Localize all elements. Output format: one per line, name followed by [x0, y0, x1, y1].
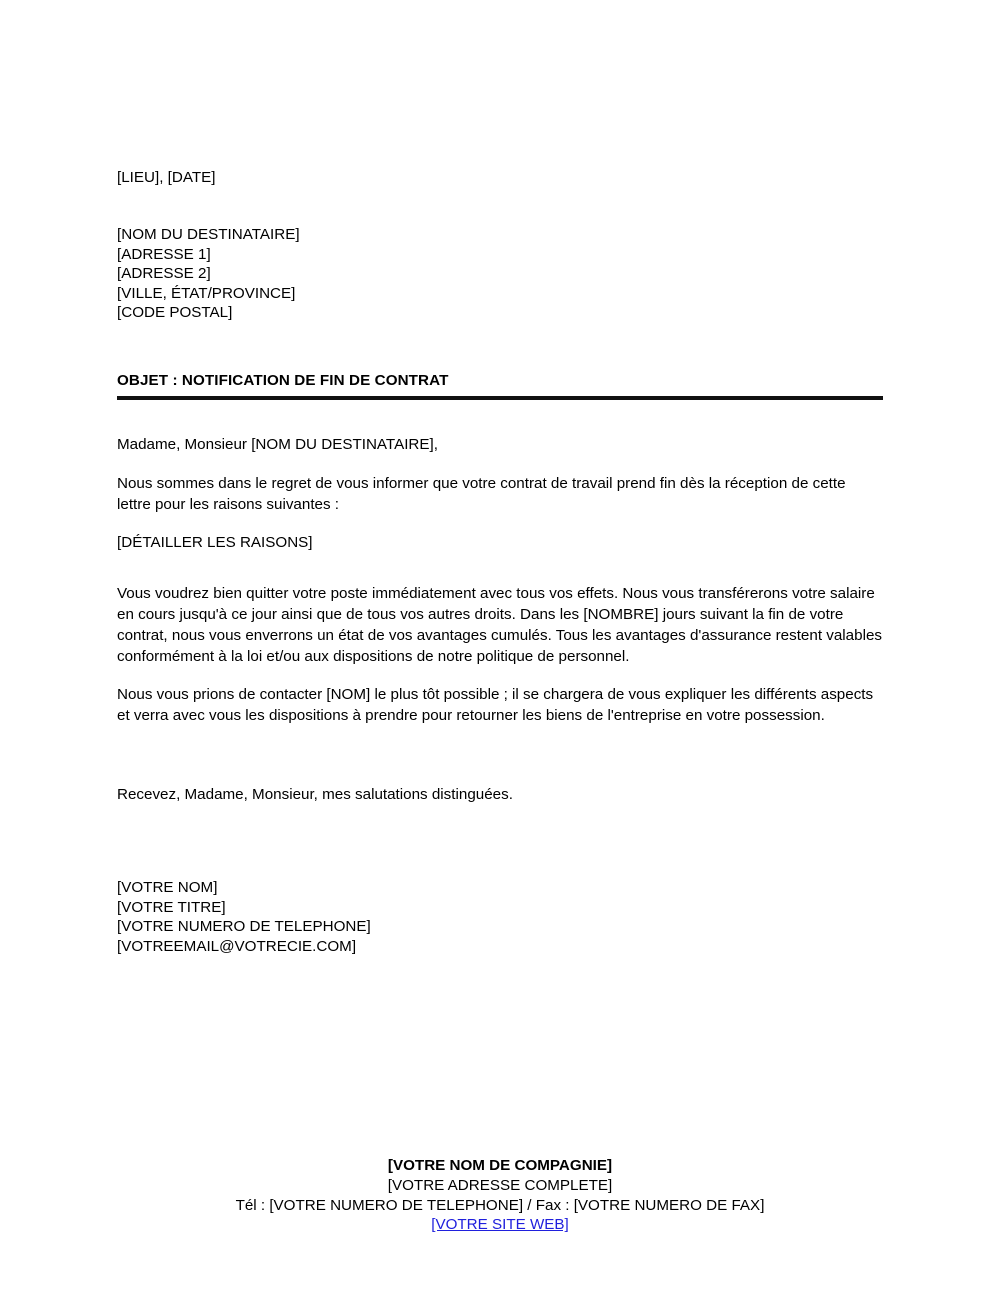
subject-divider — [117, 396, 883, 400]
page-footer — [117, 1156, 883, 1235]
closing-block — [117, 785, 883, 805]
dateline: [LIEU], [DATE] — [117, 169, 216, 186]
body-paragraph-reasons: [DÉTAILLER LES RAISONS] — [117, 534, 313, 552]
recipient-address-2: [ADRESSE 2] — [117, 265, 211, 282]
footer-address: [VOTRE ADRESSE COMPLETE] — [387, 1176, 613, 1194]
footer-website-link[interactable]: [VOTRE SITE WEB] — [431, 1216, 569, 1234]
salutation: Madame, Monsieur [NOM DU DESTINATAIRE], — [117, 436, 438, 453]
dateline-block — [117, 168, 883, 188]
recipient-address-block — [117, 225, 883, 323]
recipient-address-1: [ADRESSE 1] — [117, 245, 211, 263]
body-paragraph-3: Vous voudrez bien quitter votre poste immédiatement avec tous vos effets. Nous vous transférerons votre salaire en cours jusqu'à ce jour ainsi que de tous vos autres droits. Dans les [NOMBRE] jours suivant la fin de votre contrat, nous vous enverrons un état de vos avantages cumulés. Tous les avantages d'assurance restent valables conformément à la loi et/ou aux dispositions de notre politique de personnel. — [117, 585, 882, 665]
signature-phone: [VOTRE NUMERO DE TELEPHONE] — [117, 918, 371, 935]
signature-block — [117, 878, 883, 956]
footer-contact: Tél : [VOTRE NUMERO DE TELEPHONE] / Fax : [VOTRE NUMERO DE FAX] — [235, 1196, 765, 1214]
subject-line: OBJET : NOTIFICATION DE FIN DE CONTRAT — [117, 372, 449, 389]
closing-salutation: Recevez, Madame, Monsieur, mes salutations distinguées. — [117, 786, 513, 803]
signature-title: [VOTRE TITRE] — [117, 898, 226, 916]
signature-name: [VOTRE NOM] — [117, 879, 218, 896]
footer-company-name: [VOTRE NOM DE COMPAGNIE] — [387, 1157, 613, 1174]
body-paragraph-1: Nous sommes dans le regret de vous informer que votre contrat de travail prend fin dès la réception de cette lettre pour les raisons suivantes : — [117, 474, 846, 513]
signature-email: [VOTREEMAIL@VOTRECIE.COM] — [117, 937, 357, 955]
recipient-city-state: [VILLE, ÉTAT/PROVINCE] — [117, 284, 296, 302]
letter-body — [117, 435, 883, 745]
recipient-postal-code: [CODE POSTAL] — [117, 304, 233, 321]
recipient-name: [NOM DU DESTINATAIRE] — [117, 226, 300, 243]
body-paragraph-4: Nous vous prions de contacter [NOM] le plus tôt possible ; il se chargera de vous expliquer les différents aspects et verra avec vous les dispositions à prendre pour retourner les biens de l'entreprise en votre possession. — [117, 686, 874, 725]
